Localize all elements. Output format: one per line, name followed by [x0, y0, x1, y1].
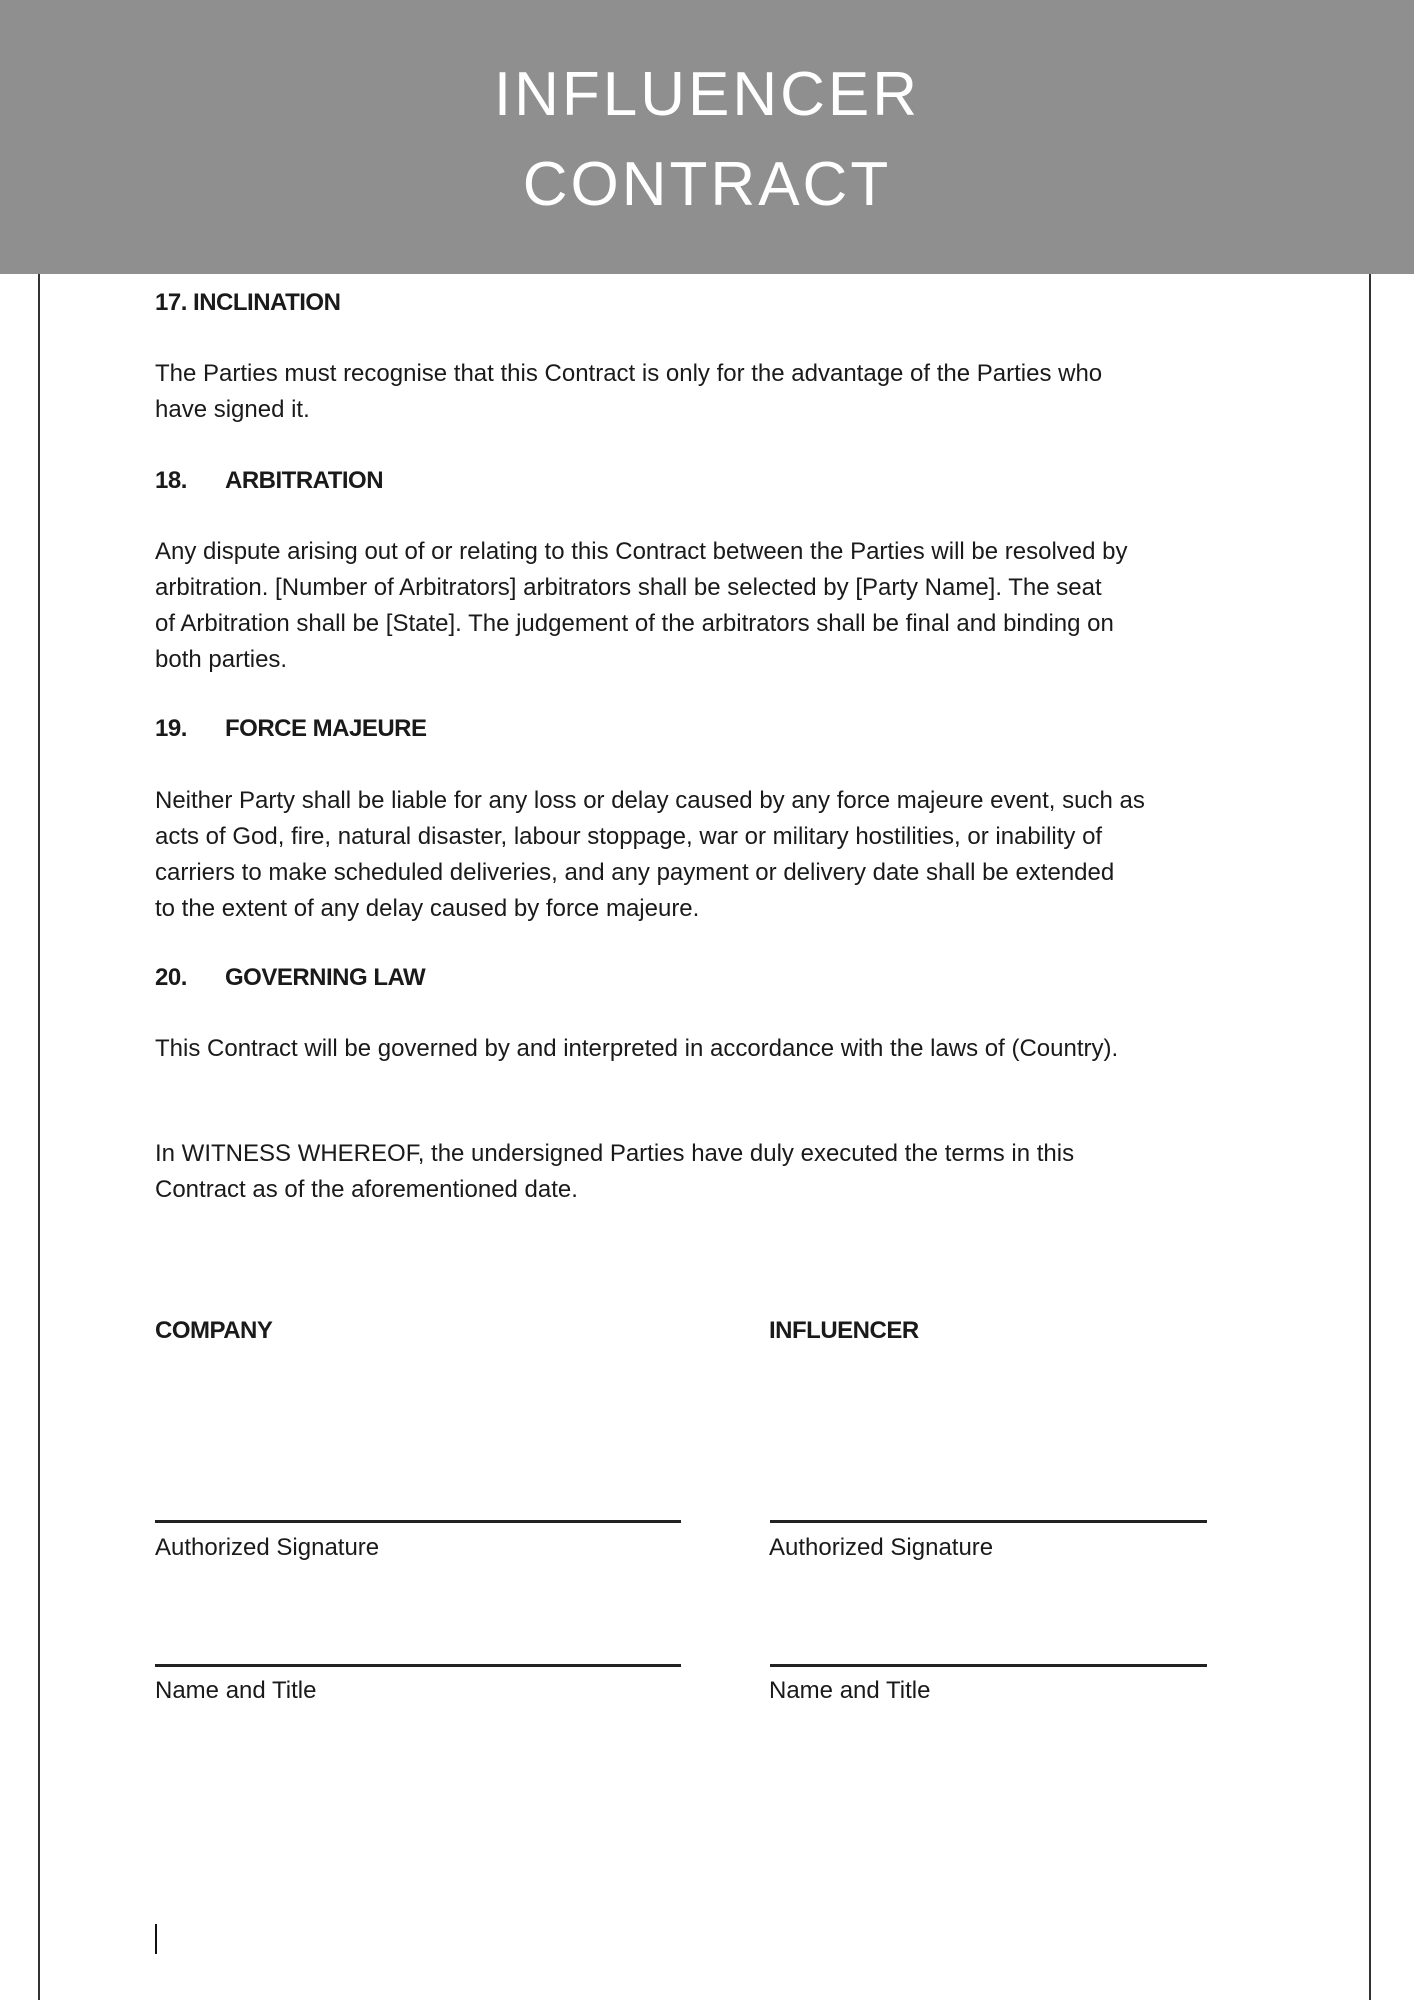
text-cursor — [155, 1924, 157, 1954]
company-name-label: Name and Title — [155, 1677, 317, 1704]
company-name-line[interactable] — [155, 1664, 681, 1667]
section-20-heading: 20. GOVERNING LAW — [155, 964, 426, 991]
influencer-signature-line[interactable] — [770, 1520, 1207, 1523]
witness-clause: In WITNESS WHEREOF, the undersigned Parties have duly executed the terms in this Contract as of the aforementioned date. — [155, 1140, 1075, 1203]
influencer-name-line[interactable] — [770, 1664, 1207, 1667]
page-border-right — [1369, 274, 1371, 2000]
section-18-heading: 18. ARBITRATION — [155, 467, 384, 494]
company-heading: COMPANY — [155, 1317, 273, 1344]
influencer-signature-label: Authorized Signature — [769, 1534, 994, 1561]
section-19-body: Neither Party shall be liable for any loss or delay caused by any force majeure event, such as acts of God, fire, natural disaster, labour stoppage, war or military hostilities, or inability of carriers to make scheduled deliveries, and any payment or delivery date shall be extended to the extent of any delay caused by force majeure. — [155, 787, 1145, 922]
section-19-heading: 19. FORCE MAJEURE — [155, 715, 427, 742]
section-17-body: The Parties must recognise that this Contract is only for the advantage of the Parties who have signed it. — [155, 360, 1103, 423]
section-20-body: This Contract will be governed by and interpreted in accordance with the laws of (Country). — [155, 1035, 1119, 1062]
page-border-left — [38, 274, 40, 2000]
company-signature-label: Authorized Signature — [155, 1534, 380, 1561]
company-signature-line[interactable] — [155, 1520, 681, 1523]
title-line-2: CONTRACT — [522, 150, 892, 219]
influencer-heading: INFLUENCER — [769, 1317, 919, 1344]
section-17-heading: 17. INCLINATION — [155, 289, 341, 316]
header-banner — [0, 0, 1414, 274]
section-18-body: Any dispute arising out of or relating to this Contract between the Parties will be resolved by arbitration. [Number of Arbitrators] arbitrators shall be selected by [Party Name]. The seat of Arbitration shall be [State]. The judgement of the arbitrators shall be final and binding on both parties. — [155, 538, 1128, 673]
influencer-name-label: Name and Title — [769, 1677, 931, 1704]
title-line-1: INFLUENCER — [493, 60, 921, 129]
